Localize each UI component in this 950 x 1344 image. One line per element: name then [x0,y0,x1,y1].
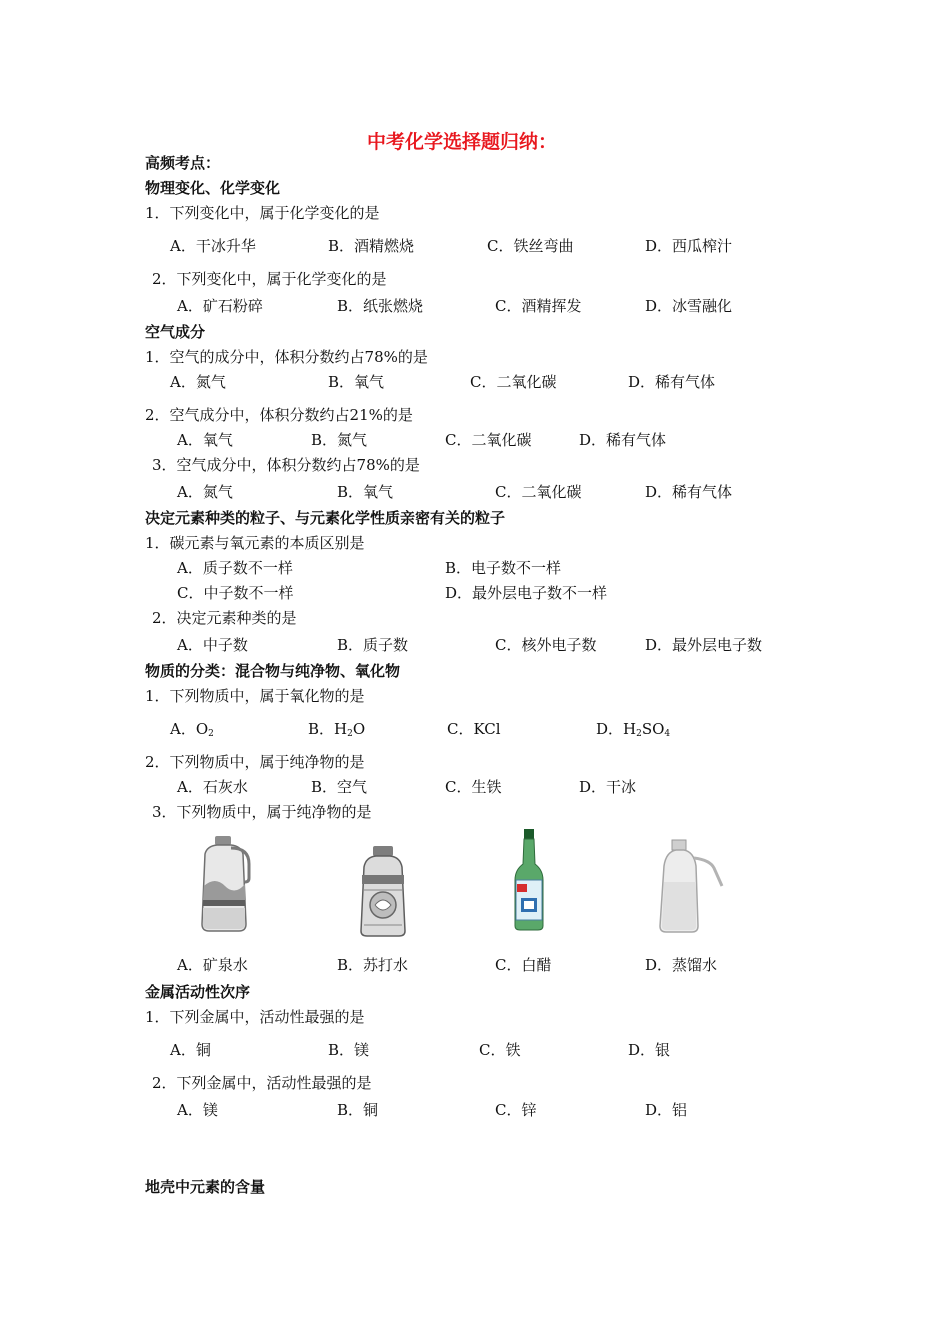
option-s1-q1-d: D．西瓜榨汁 [645,237,733,255]
option-s1-q1-b: B．酒精燃烧 [328,237,415,255]
section-heading-crust-elements: 地壳中元素的含量 [145,1178,266,1196]
option-s4-q2-b: B．空气 [311,778,368,796]
white-vinegar-bottle-image [509,828,549,932]
question-s2-q2: 2．空气成分中，体积分数约占21%的是 [145,406,413,424]
option-s4-q1-c: C．KCl [447,720,501,738]
option-s5-q1-a: A．铜 [170,1041,211,1059]
question-s4-q3: 3．下列物质中，属于纯净物的是 [152,803,372,821]
section-heading-physical-chemical-change: 物理变化、化学变化 [145,179,281,197]
soda-water-bottle-image [354,845,412,937]
option-s2-q1-d: D．稀有气体 [628,373,716,391]
option-s3-q2-c: C．核外电子数 [495,636,597,654]
option-s3-q2-d: D．最外层电子数 [645,636,763,654]
option-s1-q1-a: A．干冰升华 [170,237,256,255]
page-title: 中考化学选择题归纳： [367,131,558,153]
option-s4-q2-a: A．石灰水 [177,778,248,796]
question-s5-q2: 2．下列金属中，活动性最强的是 [152,1074,372,1092]
option-s3-q1-c: C．中子数不一样 [177,584,294,602]
option-s2-q2-b: B．氮气 [311,431,368,449]
question-s2-q1: 1．空气的成分中，体积分数约占78%的是 [145,348,428,366]
option-s2-q3-c: C．二氧化碳 [495,483,582,501]
option-s2-q1-a: A．氮气 [170,373,226,391]
option-s1-q2-c: C．酒精挥发 [495,297,582,315]
option-s5-q2-a: A．镁 [177,1101,218,1119]
question-s5-q1: 1．下列金属中，活动性最强的是 [145,1008,365,1026]
option-s2-q2-a: A．氧气 [177,431,233,449]
option-s3-q2-a: A．中子数 [177,636,248,654]
option-s2-q3-b: B．氧气 [337,483,394,501]
option-s2-q2-c: C．二氧化碳 [445,431,532,449]
section-heading-air-composition: 空气成分 [145,323,206,341]
mineral-water-bottle-image [195,834,255,934]
option-s3-q1-b: B．电子数不一样 [445,559,562,577]
option-s5-q1-c: C．铁 [479,1041,521,1059]
question-s1-q2: 2．下列变化中，属于化学变化的是 [152,270,387,288]
option-s2-q3-a: A．氮气 [177,483,233,501]
option-s5-q1-d: D．银 [628,1041,671,1059]
option-s3-q2-b: B．质子数 [337,636,409,654]
option-s5-q2-b: B．铜 [337,1101,379,1119]
option-s2-q1-c: C．二氧化碳 [470,373,557,391]
option-s4-q3-a: A．矿泉水 [177,956,248,974]
question-s2-q3: 3．空气成分中，体积分数约占78%的是 [152,456,420,474]
option-s3-q1-d: D．最外层电子数不一样 [445,584,608,602]
option-s3-q1-a: A．质子数不一样 [177,559,293,577]
question-s3-q1: 1．碳元素与氧元素的本质区别是 [145,534,365,552]
option-s4-q1-a: A．$O_2$ [170,720,214,739]
option-s2-q3-d: D．稀有气体 [645,483,733,501]
section-heading-metal-activity: 金属活动性次序 [145,983,251,1001]
question-s3-q2: 2．决定元素种类的是 [152,609,297,627]
option-s4-q1-b: B．$H_2O$ [308,720,366,739]
option-s1-q2-a: A．矿石粉碎 [177,297,263,315]
option-s5-q1-b: B．镁 [328,1041,370,1059]
question-s4-q2: 2．下列物质中，属于纯净物的是 [145,753,365,771]
option-s4-q2-c: C．生铁 [445,778,502,796]
option-s2-q1-b: B．氧气 [328,373,385,391]
option-s5-q2-c: C．锌 [495,1101,537,1119]
high-frequency-label: 高频考点： [145,154,221,172]
option-s4-q2-d: D．干冰 [579,778,637,796]
option-s1-q2-d: D．冰雪融化 [645,297,733,315]
question-s1-q1: 1．下列变化中，属于化学变化的是 [145,204,380,222]
option-s4-q3-c: C．白醋 [495,956,552,974]
option-s4-q3-d: D．蒸馏水 [645,956,718,974]
section-heading-classification: 物质的分类：混合物与纯净物、氧化物 [145,662,401,680]
option-s1-q1-c: C．铁丝弯曲 [487,237,574,255]
option-s2-q2-d: D．稀有气体 [579,431,667,449]
distilled-water-bottle-image [652,838,724,934]
option-s4-q3-b: B．苏打水 [337,956,409,974]
question-s4-q1: 1．下列物质中，属于氧化物的是 [145,687,365,705]
option-s5-q2-d: D．铝 [645,1101,688,1119]
option-s1-q2-b: B．纸张燃烧 [337,297,424,315]
option-s4-q1-d: D．$H_2SO_4$ [596,720,671,739]
section-heading-element-particles: 决定元素种类的粒子、与元素化学性质亲密有关的粒子 [145,509,506,527]
